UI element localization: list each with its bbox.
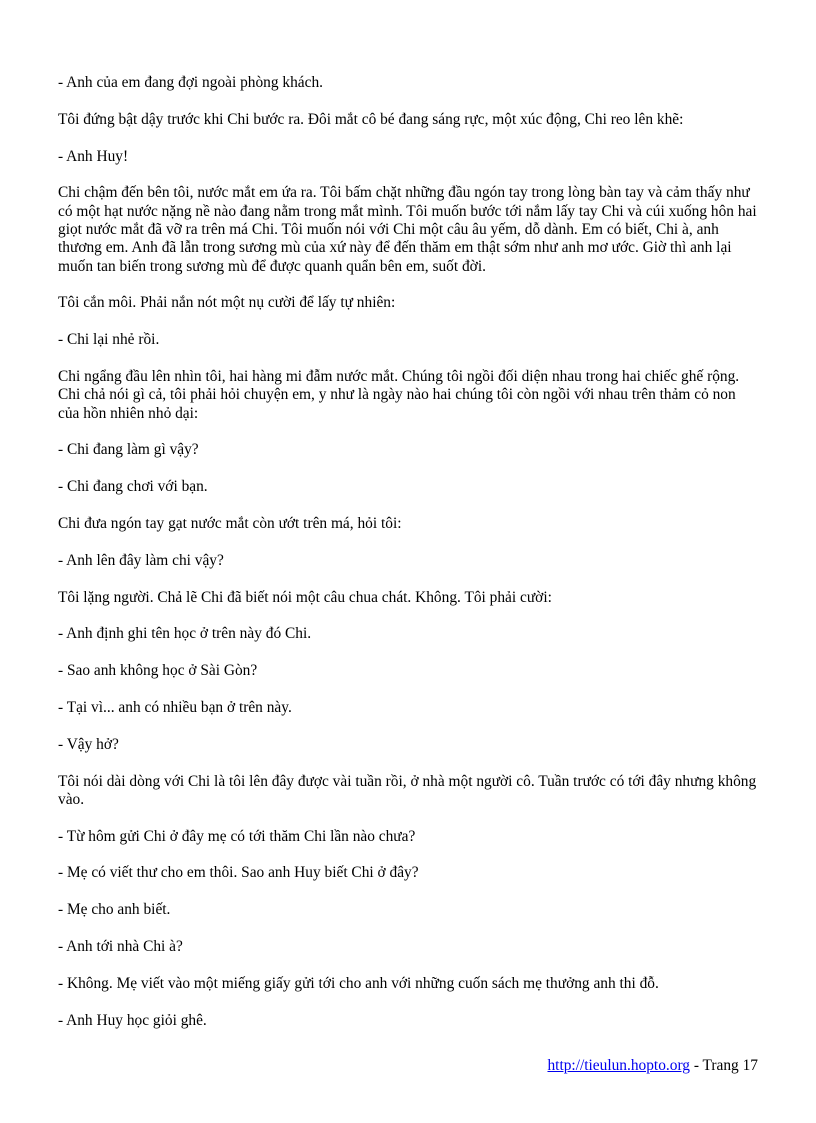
footer-separator: - [690,1057,703,1074]
page-number: Trang 17 [702,1057,758,1074]
paragraph: - Chi lại nhẻ rồi. [58,331,160,349]
paragraph: Chi chậm đến bên tôi, nước mắt em ứa ra. Tôi bấm chặt những đầu ngón tay trong lòng bàn tay và cảm thấy như có một hạt nước nặng nề nào đang nằm trong mắt mình. Tôi muốn bước tới nắm lấy tay Chi và cúi xuống hôn hai giọt nước mắt đã vỡ ra trên má Chi. Tôi muốn nói với Chi một câu âu yếm, dỗ dành. Em có biết, Chi à, anh thương em. Anh đã lẫn trong sương mù của xứ này để đến thăm em thật sớm như anh mơ ước. Giờ thì anh lại muốn tan biến trong sương mù để được quanh quẩn bên em, suốt đời. [58,184,757,275]
paragraph: - Sao anh không học ở Sài Gòn? [58,662,258,680]
paragraph: - Anh Huy! [58,147,129,165]
paragraph: - Anh Huy học giỏi ghê. [58,1011,207,1029]
paragraph: Tôi lặng người. Chả lẽ Chi đã biết nói một câu chua chát. Không. Tôi phải cười: [58,588,552,606]
paragraph: - Anh định ghi tên học ở trên này đó Chi. [58,625,312,643]
paragraph: - Anh lên đây làm chi vậy? [58,551,224,569]
site-link[interactable]: http://tieulun.hopto.org [547,1057,690,1074]
paragraph: Tôi nói dài dòng với Chi là tôi lên đây được vài tuần rồi, ở nhà một người cô. Tuần trước có tới đây nhưng không vào. [58,772,757,808]
paragraph: - Anh của em đang đợi ngoài phòng khách. [58,74,324,91]
paragraph: - Vậy hở? [58,735,119,753]
paragraph: Tôi cắn môi. Phải nắn nót một nụ cười để lấy tự nhiên: [58,294,396,312]
page-body [58,74,758,1048]
paragraph: - Chi đang làm gì vậy? [58,441,199,459]
paragraph: - Không. Mẹ viết vào một miếng giấy gửi tới cho anh với những cuốn sách mẹ thưởng anh thi đỗ. [58,974,659,992]
paragraph: - Mẹ có viết thư cho em thôi. Sao anh Huy biết Chi ở đây? [58,864,419,882]
paragraph: Chi đưa ngón tay gạt nước mắt còn ướt trên má, hỏi tôi: [58,514,402,532]
paragraph: - Chi đang chơi với bạn. [58,478,208,496]
paragraph: Tôi đứng bật dậy trước khi Chi bước ra. Đôi mắt cô bé đang sáng rực, một xúc động, Chi reo lên khẽ: [58,110,684,128]
page-footer [547,1057,758,1075]
paragraph: - Anh tới nhà Chi à? [58,938,183,956]
paragraph: Chi ngẩng đầu lên nhìn tôi, hai hàng mi đẫm nước mắt. Chúng tôi ngồi đối diện nhau trong hai chiếc ghế rộng. Chi chả nói gì cả, tôi phải hỏi chuyện em, y như là ngày nào hai chúng tôi còn ngồi với nhau trên thảm cỏ non của hồn nhiên nhỏ dại: [58,367,740,422]
paragraph: - Từ hôm gửi Chi ở đây mẹ có tới thăm Chi lần nào chưa? [58,827,416,845]
paragraph: - Mẹ cho anh biết. [58,901,171,919]
paragraph: - Tại vì... anh có nhiều bạn ở trên này. [58,698,292,716]
